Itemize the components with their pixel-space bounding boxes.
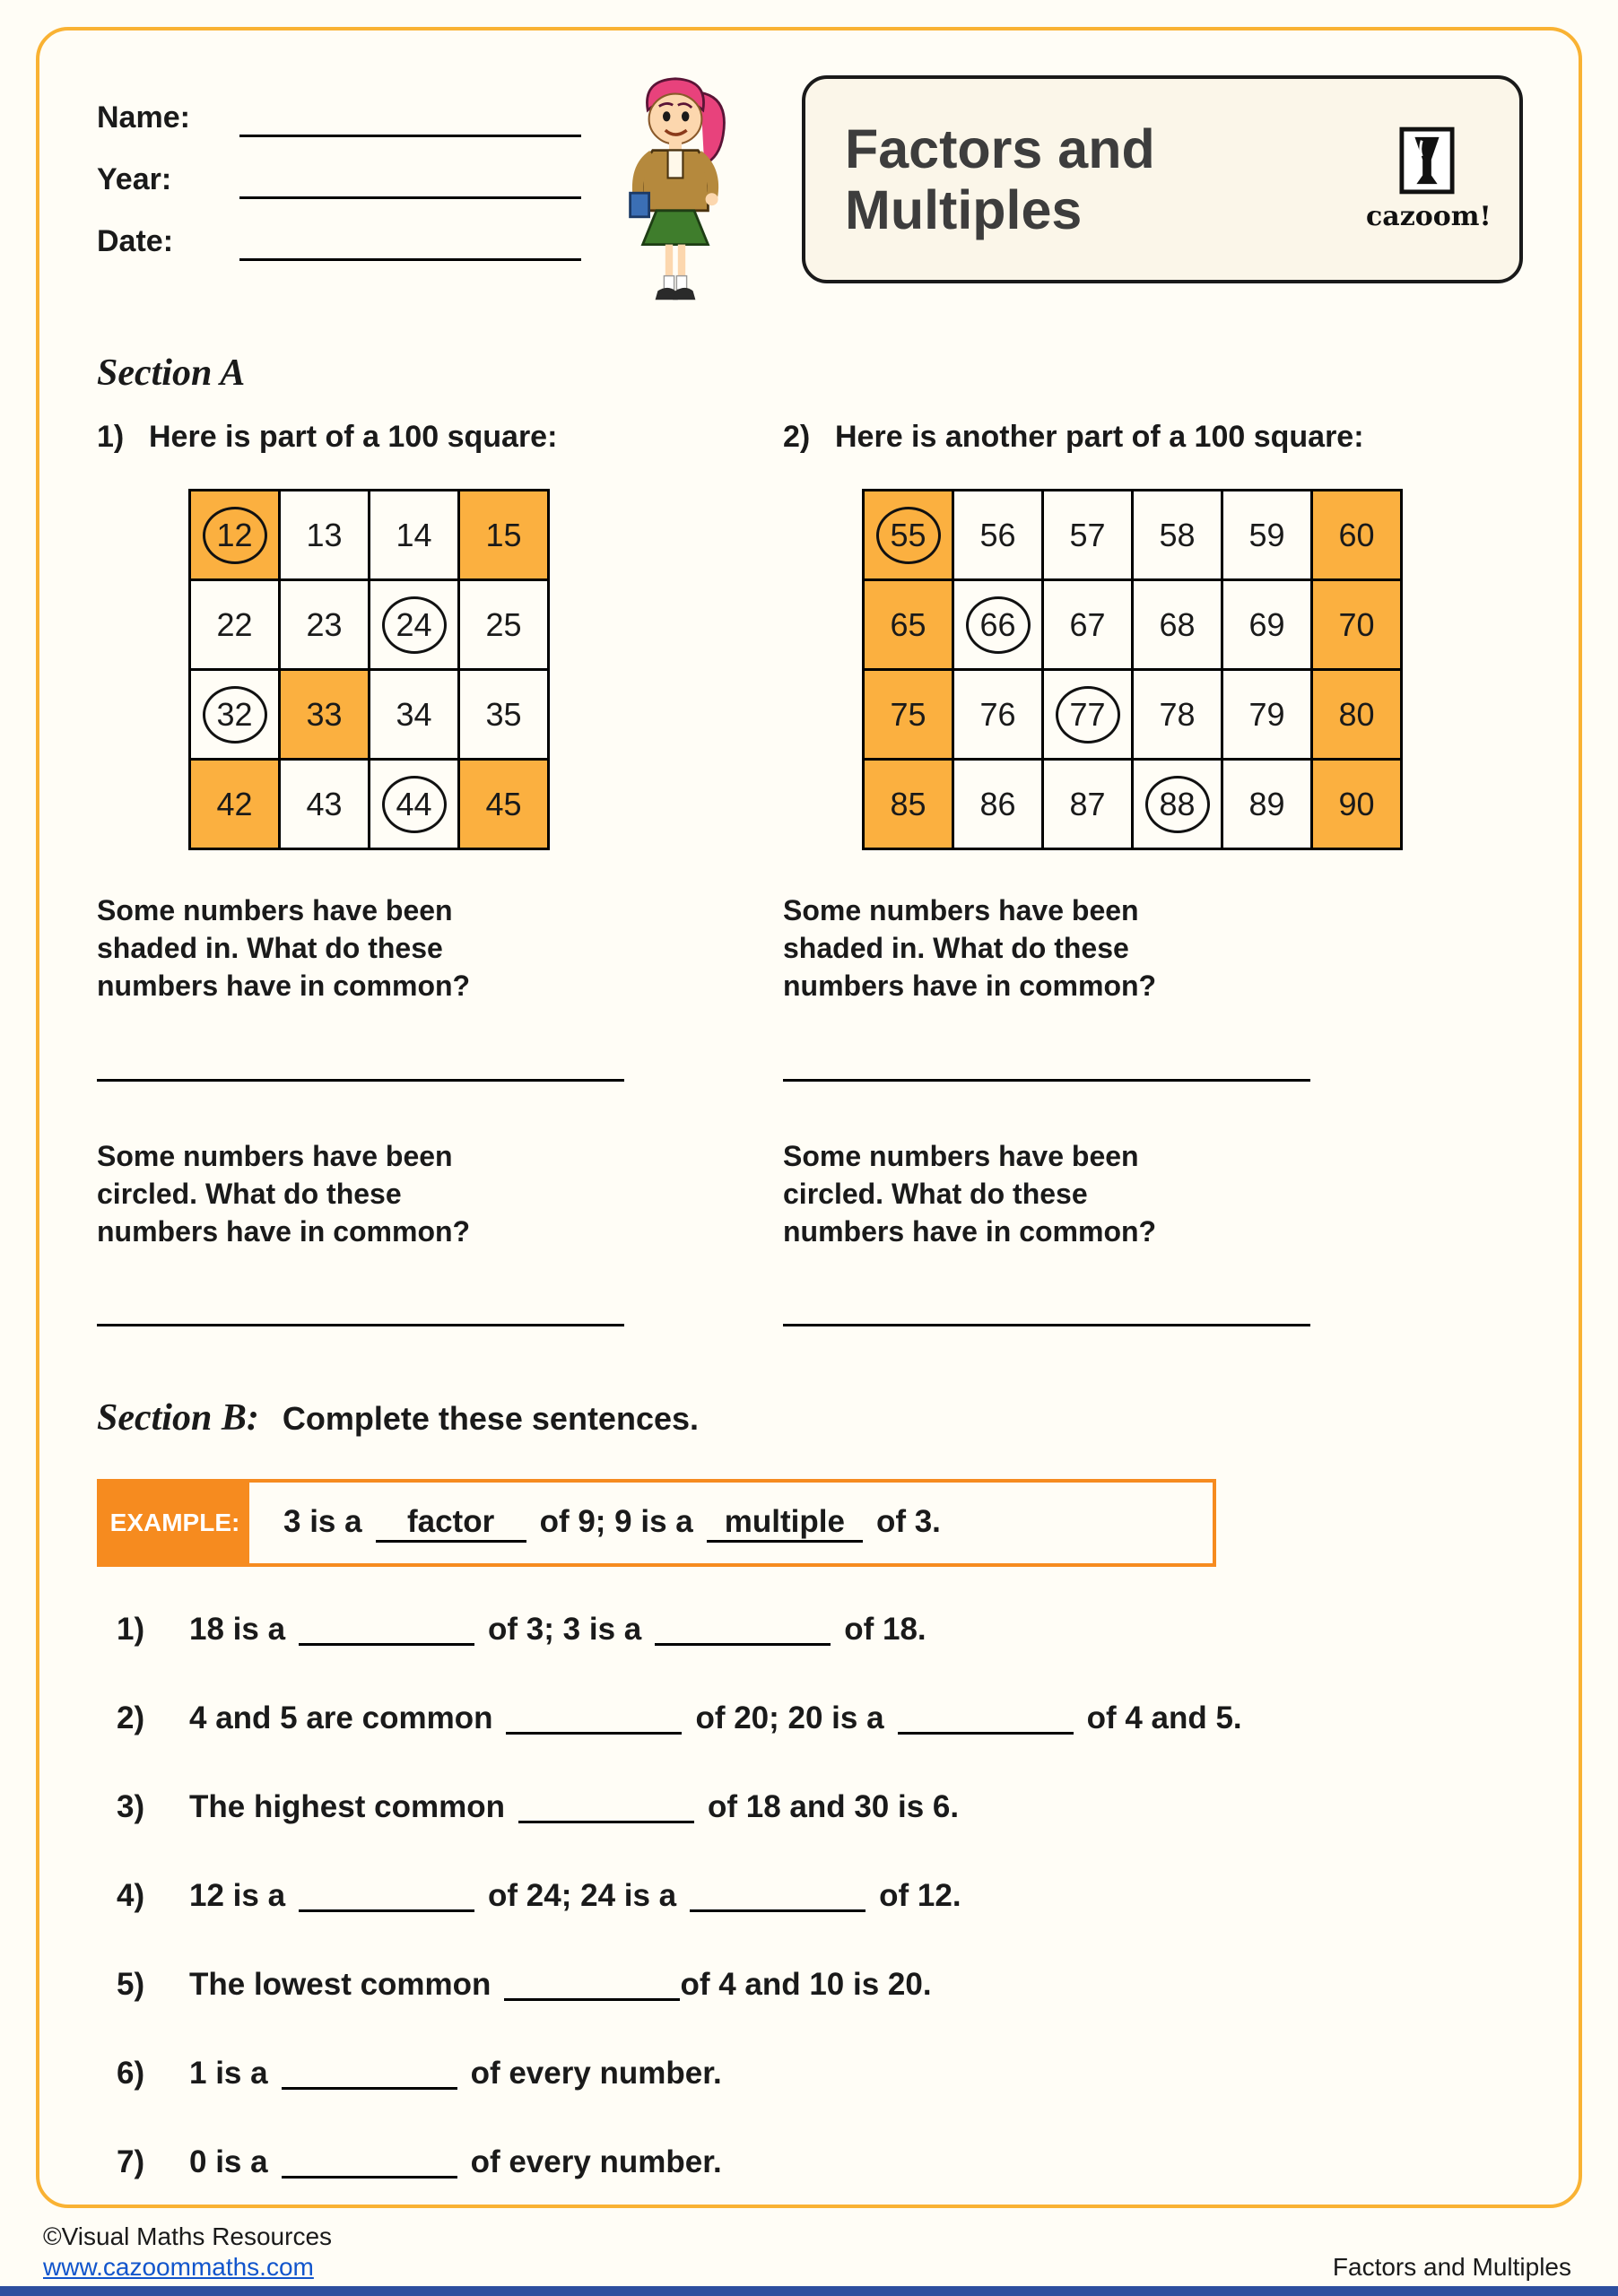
- grid-cell: [954, 491, 1044, 581]
- footer-website-link[interactable]: www.cazoommaths.com: [43, 2253, 314, 2281]
- cazoom-logo-text: cazoom!: [1366, 201, 1492, 232]
- fill-in-blank: [282, 2176, 457, 2179]
- sentence-row: [117, 1789, 1523, 1825]
- grid-cell: [460, 581, 550, 671]
- question-2-shaded-prompt: Some numbers have been shaded in. What do these numbers have in common?: [783, 894, 1157, 1003]
- footer-copyright: ©Visual Maths Resources: [43, 2222, 333, 2250]
- sentence-text: of 9; 9 is a: [539, 1503, 693, 1539]
- grid-number: 69: [1248, 605, 1285, 643]
- year-line: [239, 169, 581, 199]
- grid-cell: [370, 671, 460, 761]
- grid-cell-shaded: [1313, 491, 1403, 581]
- grid-cell: [954, 671, 1044, 761]
- name-line: [239, 107, 581, 137]
- grid-number: 59: [1248, 516, 1285, 553]
- sentence-row: [117, 2144, 1523, 2180]
- grid-cell: [1134, 491, 1223, 581]
- grid-number: 70: [1338, 605, 1375, 643]
- title-box: [802, 75, 1523, 283]
- circled-number: 88: [1145, 776, 1210, 833]
- sentence-number: 3): [117, 1789, 145, 1825]
- sentence-text: of 18.: [844, 1612, 926, 1648]
- section-a-heading: Section A: [97, 352, 246, 394]
- grid-number: 14: [396, 516, 432, 553]
- grid-cell-shaded: [865, 581, 954, 671]
- grid-number: 86: [979, 785, 1016, 822]
- sentence-text: The highest common: [189, 1789, 505, 1825]
- grid-cell-shaded: [460, 761, 550, 850]
- grid-cell: [954, 761, 1044, 850]
- grid-cell: [1223, 761, 1313, 850]
- title-line-2: Multiples: [845, 179, 1083, 240]
- sentence-text: of 4 and 5.: [1086, 1700, 1242, 1736]
- sentence-row: [117, 1967, 1523, 2003]
- hundred-square-grid-2: [862, 489, 1403, 850]
- grid-cell: [460, 671, 550, 761]
- fill-in-blank: [504, 1998, 680, 2001]
- footer-bar: [0, 2286, 1618, 2296]
- grid-cell-shaded: [1313, 761, 1403, 850]
- grid-number: 80: [1338, 695, 1375, 733]
- question-1-circled-answer-line: [97, 1324, 624, 1326]
- date-field: [97, 224, 581, 259]
- sentence-text: of every number.: [470, 2144, 722, 2180]
- sentence-number: 7): [117, 2144, 145, 2180]
- circled-number: 24: [382, 596, 447, 654]
- grid-number: 56: [979, 516, 1016, 553]
- sentence-row: [117, 2056, 1523, 2092]
- grid-cell: [370, 491, 460, 581]
- grid-cell: [281, 761, 370, 850]
- sentence-text: 3 is a: [283, 1503, 362, 1539]
- fill-in-blank: [282, 2087, 457, 2090]
- grid-cell: [1134, 761, 1223, 850]
- grid-cell-shaded: [865, 761, 954, 850]
- grid-cell: [1044, 491, 1134, 581]
- title-line-1: Factors and: [845, 117, 1155, 179]
- fill-in-blank: [690, 1909, 866, 1912]
- question-1-shaded-answer-line: [97, 1079, 624, 1082]
- grid-number: 85: [890, 785, 926, 822]
- grid-cell-shaded: [191, 761, 281, 850]
- date-label: Date:: [97, 224, 174, 258]
- grid-cell-shaded: [1313, 671, 1403, 761]
- grid-number: 13: [306, 516, 343, 553]
- fill-in-blank: [898, 1732, 1074, 1735]
- grid-number: 67: [1069, 605, 1106, 643]
- grid-number: 60: [1338, 516, 1375, 553]
- name-field: [97, 100, 581, 135]
- circled-number: 66: [966, 596, 1031, 654]
- grid-cell-shaded: [460, 491, 550, 581]
- page-border-frame: [36, 27, 1582, 2208]
- grid-cell: [281, 491, 370, 581]
- sentence-text: of 3.: [875, 1503, 941, 1539]
- section-b-instruction: Complete these sentences.: [282, 1400, 700, 1438]
- grid-number: 75: [890, 695, 926, 733]
- example-label: EXAMPLE:: [100, 1483, 249, 1563]
- grid-cell: [191, 671, 281, 761]
- grid-number: 65: [890, 605, 926, 643]
- grid-number: 78: [1159, 695, 1196, 733]
- sentence-text: 12 is a: [189, 1878, 286, 1914]
- question-2-circled-prompt: Some numbers have been circled. What do these numbers have in common?: [783, 1139, 1157, 1248]
- sentence-row: [117, 1612, 1523, 1648]
- grid-cell: [370, 761, 460, 850]
- sentence-text: of 20; 20 is a: [695, 1700, 884, 1736]
- fill-in-blank: [299, 1643, 474, 1646]
- worksheet-title: [845, 118, 1366, 241]
- question-1-circled-prompt: Some numbers have been circled. What do these numbers have in common?: [97, 1139, 471, 1248]
- sentence-number: 5): [117, 1967, 145, 2003]
- grid-number: 25: [485, 605, 522, 643]
- hundred-square-grid-1: [188, 489, 550, 850]
- sentence-text: of 18 and 30 is 6.: [707, 1789, 960, 1825]
- grid-cell-shaded: [191, 491, 281, 581]
- student-fields: [97, 75, 581, 286]
- example-sentence: [249, 1504, 941, 1543]
- sentence-row: [117, 1878, 1523, 1914]
- name-label: Name:: [97, 100, 190, 135]
- sentence-text: 0 is a: [189, 2144, 268, 2180]
- grid-number: 87: [1069, 785, 1106, 822]
- question-1-number: 1): [97, 420, 125, 454]
- grid-number: 23: [306, 605, 343, 643]
- sentence-number: 6): [117, 2056, 145, 2092]
- section-b-heading-row: [97, 1396, 1523, 1439]
- fill-in-blank: [655, 1643, 831, 1646]
- fill-in-blank: [299, 1909, 474, 1912]
- grid-number: 45: [485, 785, 522, 822]
- sentence-text: 1 is a: [189, 2056, 268, 2092]
- example-box: [97, 1479, 1216, 1567]
- sentence-text: The lowest common: [189, 1967, 491, 2003]
- grid-cell: [1223, 671, 1313, 761]
- question-1-text: Here is part of a 100 square:: [149, 420, 558, 454]
- grid-number: 15: [485, 516, 522, 553]
- grid-cell: [1223, 581, 1313, 671]
- question-2-prompt: [783, 420, 1523, 455]
- section-a-columns: [97, 420, 1523, 1326]
- circled-number: 44: [382, 776, 447, 833]
- grid-cell: [1134, 671, 1223, 761]
- footer-worksheet-name: Factors and Multiples: [1332, 2253, 1571, 2281]
- sentence-list: [97, 1612, 1523, 2180]
- date-line: [239, 230, 581, 261]
- grid-cell-shaded: [1313, 581, 1403, 671]
- grid-number: 57: [1069, 516, 1106, 553]
- sentence-text: 18 is a: [189, 1612, 286, 1648]
- grid-number: 22: [216, 605, 253, 643]
- sentence-text: of 12.: [879, 1878, 961, 1914]
- sentence-text: of 4 and 10 is 20.: [680, 1967, 932, 2003]
- grid-number: 76: [979, 695, 1016, 733]
- grid-cell: [1223, 491, 1313, 581]
- fill-in-blank: [518, 1821, 694, 1823]
- grid-number: 89: [1248, 785, 1285, 822]
- circled-number: 32: [203, 686, 267, 744]
- grid-number: 43: [306, 785, 343, 822]
- grid-number: 90: [1338, 785, 1375, 822]
- grid-cell-shaded: [865, 671, 954, 761]
- sentence-text: 4 and 5 are common: [189, 1700, 493, 1736]
- example-filled-blank: factor: [376, 1504, 526, 1543]
- grid-cell: [1044, 761, 1134, 850]
- grid-cell-shaded: [865, 491, 954, 581]
- sentence-number: 4): [117, 1878, 145, 1914]
- question-2-text: Here is another part of a 100 square:: [835, 420, 1364, 454]
- grid-number: 79: [1248, 695, 1285, 733]
- circled-number: 55: [876, 507, 941, 564]
- fill-in-blank: [506, 1732, 682, 1735]
- year-field: [97, 162, 581, 197]
- grid-cell: [1134, 581, 1223, 671]
- grid-cell: [281, 581, 370, 671]
- sentence-number: 1): [117, 1612, 145, 1648]
- question-1-prompt: [97, 420, 783, 455]
- question-2-circled-answer-line: [783, 1324, 1310, 1326]
- circled-number: 12: [203, 507, 267, 564]
- grid-cell: [954, 581, 1044, 671]
- sentence-number: 2): [117, 1700, 145, 1736]
- grid-number: 68: [1159, 605, 1196, 643]
- grid-number: 34: [396, 695, 432, 733]
- sentence-text: of 3; 3 is a: [488, 1612, 642, 1648]
- grid-number: 42: [216, 785, 253, 822]
- grid-cell-shaded: [281, 671, 370, 761]
- year-label: Year:: [97, 162, 172, 196]
- circled-number: 77: [1056, 686, 1120, 744]
- grid-cell: [1044, 671, 1134, 761]
- sentence-text: of 24; 24 is a: [488, 1878, 677, 1914]
- cazoom-logo: [1366, 126, 1492, 232]
- header: [97, 75, 1523, 321]
- cazoom-logo-icon: [1399, 126, 1455, 195]
- question-2: [783, 420, 1523, 1326]
- mascot-girl-illustration: [581, 70, 770, 321]
- question-1-shaded-prompt: Some numbers have been shaded in. What do these numbers have in common?: [97, 894, 471, 1003]
- section-b-heading: Section B:: [97, 1397, 259, 1439]
- grid-cell: [191, 581, 281, 671]
- question-2-number: 2): [783, 420, 811, 454]
- grid-number: 33: [306, 695, 343, 733]
- grid-number: 35: [485, 695, 522, 733]
- grid-cell: [1044, 581, 1134, 671]
- grid-cell: [370, 581, 460, 671]
- grid-number: 58: [1159, 516, 1196, 553]
- example-filled-blank: multiple: [707, 1504, 863, 1543]
- sentence-text: of every number.: [470, 2056, 722, 2092]
- question-1: [97, 420, 783, 1326]
- sentence-row: [117, 1700, 1523, 1736]
- question-2-shaded-answer-line: [783, 1079, 1310, 1082]
